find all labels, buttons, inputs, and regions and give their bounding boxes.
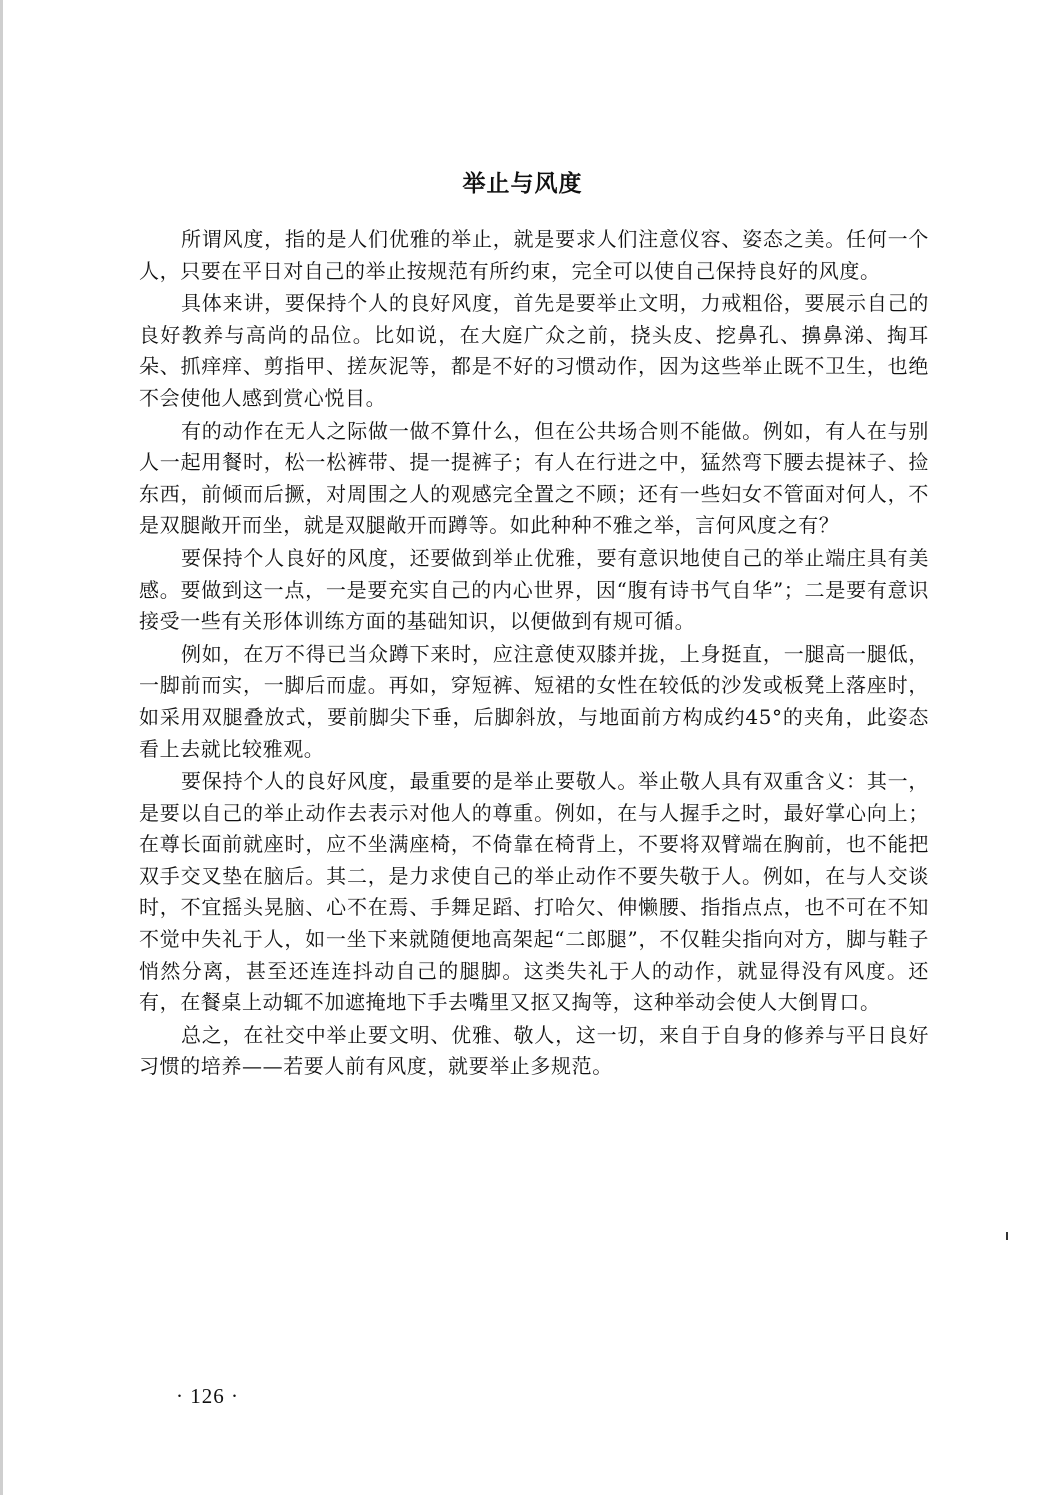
page-title: 举止与风度 [462,171,583,197]
paragraph: 具体来讲，要保持个人的良好风度，首先是要举止文明，力戒粗俗，要展示自己的良好教养与高尚的品位。比如说，在大庭广众之前，挠头皮、挖鼻孔、擤鼻涕、掏耳朵、抓痒痒、剪指甲、搓灰泥等，都是不好的习惯动作，因为这些举止既不卫生，也绝不会使他人感到赏心悦目。 [139,291,929,410]
paragraph: 要保持个人的良好风度，最重要的是举止要敬人。举止敬人具有双重含义：其一，是要以自己的举止动作去表示对他人的尊重。例如，在与人握手之时，最好掌心向上；在尊长面前就座时，应不坐满座椅，不倚靠在椅背上，不要将双臂端在胸前，也不能把双手交叉垫在脑后。其二，是力求使自己的举止动作不要失敬于人。例如，在与人交谈时，不宜摇头晃脑、心不在焉、手舞足蹈、打哈欠、伸懒腰、指指点点，也不可在不知不觉中失礼于人，如一坐下来就随便地高架起“二郎腿”，不仅鞋尖指向对方，脚与鞋子悄然分离，甚至还连连抖动自己的腿脚。这类失礼于人的动作，就显得没有风度。还有，在餐桌上动辄不加遮掩地下手去嘴里又抠又掏等，这种举动会使人大倒胃口。 [139,769,929,1015]
paragraph: 有的动作在无人之际做一做不算什么，但在公共场合则不能做。例如，有人在与别人一起用餐时，松一松裤带、提一提裤子；有人在行进之中，猛然弯下腰去提袜子、捡东西，前倾而后撅，对周围之人的观感完全置之不顾；还有一些妇女不管面对何人，不是双腿敞开而坐，就是双腿敞开而蹲等。如此种种不雅之举，言何风度之有？ [139,418,929,538]
scan-speck [1006,1232,1008,1240]
paragraph: 例如，在万不得已当众蹲下来时，应注意使双膝并拢，上身挺直，一腿高一腿低，一脚前而实，一脚后而虚。再如，穿短裤、短裙的女性在较低的沙发或板凳上落座时，如采用双腿叠放式，要前脚尖下垂，后脚斜放，与地面前方构成约45°的夹角，此姿态看上去就比较雅观。 [139,641,929,761]
article-body [139,224,929,1084]
paragraph: 总之，在社交中举止要文明、优雅、敬人，这一切，来自于自身的修养与平日良好习惯的培养——若要人前有风度，就要举止多规范。 [139,1022,929,1079]
page-edge-shadow [0,0,3,1495]
page-number: · 126 · [176,1384,239,1408]
paragraph: 要保持个人良好的风度，还要做到举止优雅，要有意识地使自己的举止端庄具有美感。要做到这一点，一是要充实自己的内心世界，因“腹有诗书气自华”；二是要有意识接受一些有关形体训练方面的基础知识，以便做到有规可循。 [139,545,929,634]
paragraph: 所谓风度，指的是人们优雅的举止，就是要求人们注意仪容、姿态之美。任何一个人，只要在平日对自己的举止按规范有所约束，完全可以使自己保持良好的风度。 [139,227,929,283]
